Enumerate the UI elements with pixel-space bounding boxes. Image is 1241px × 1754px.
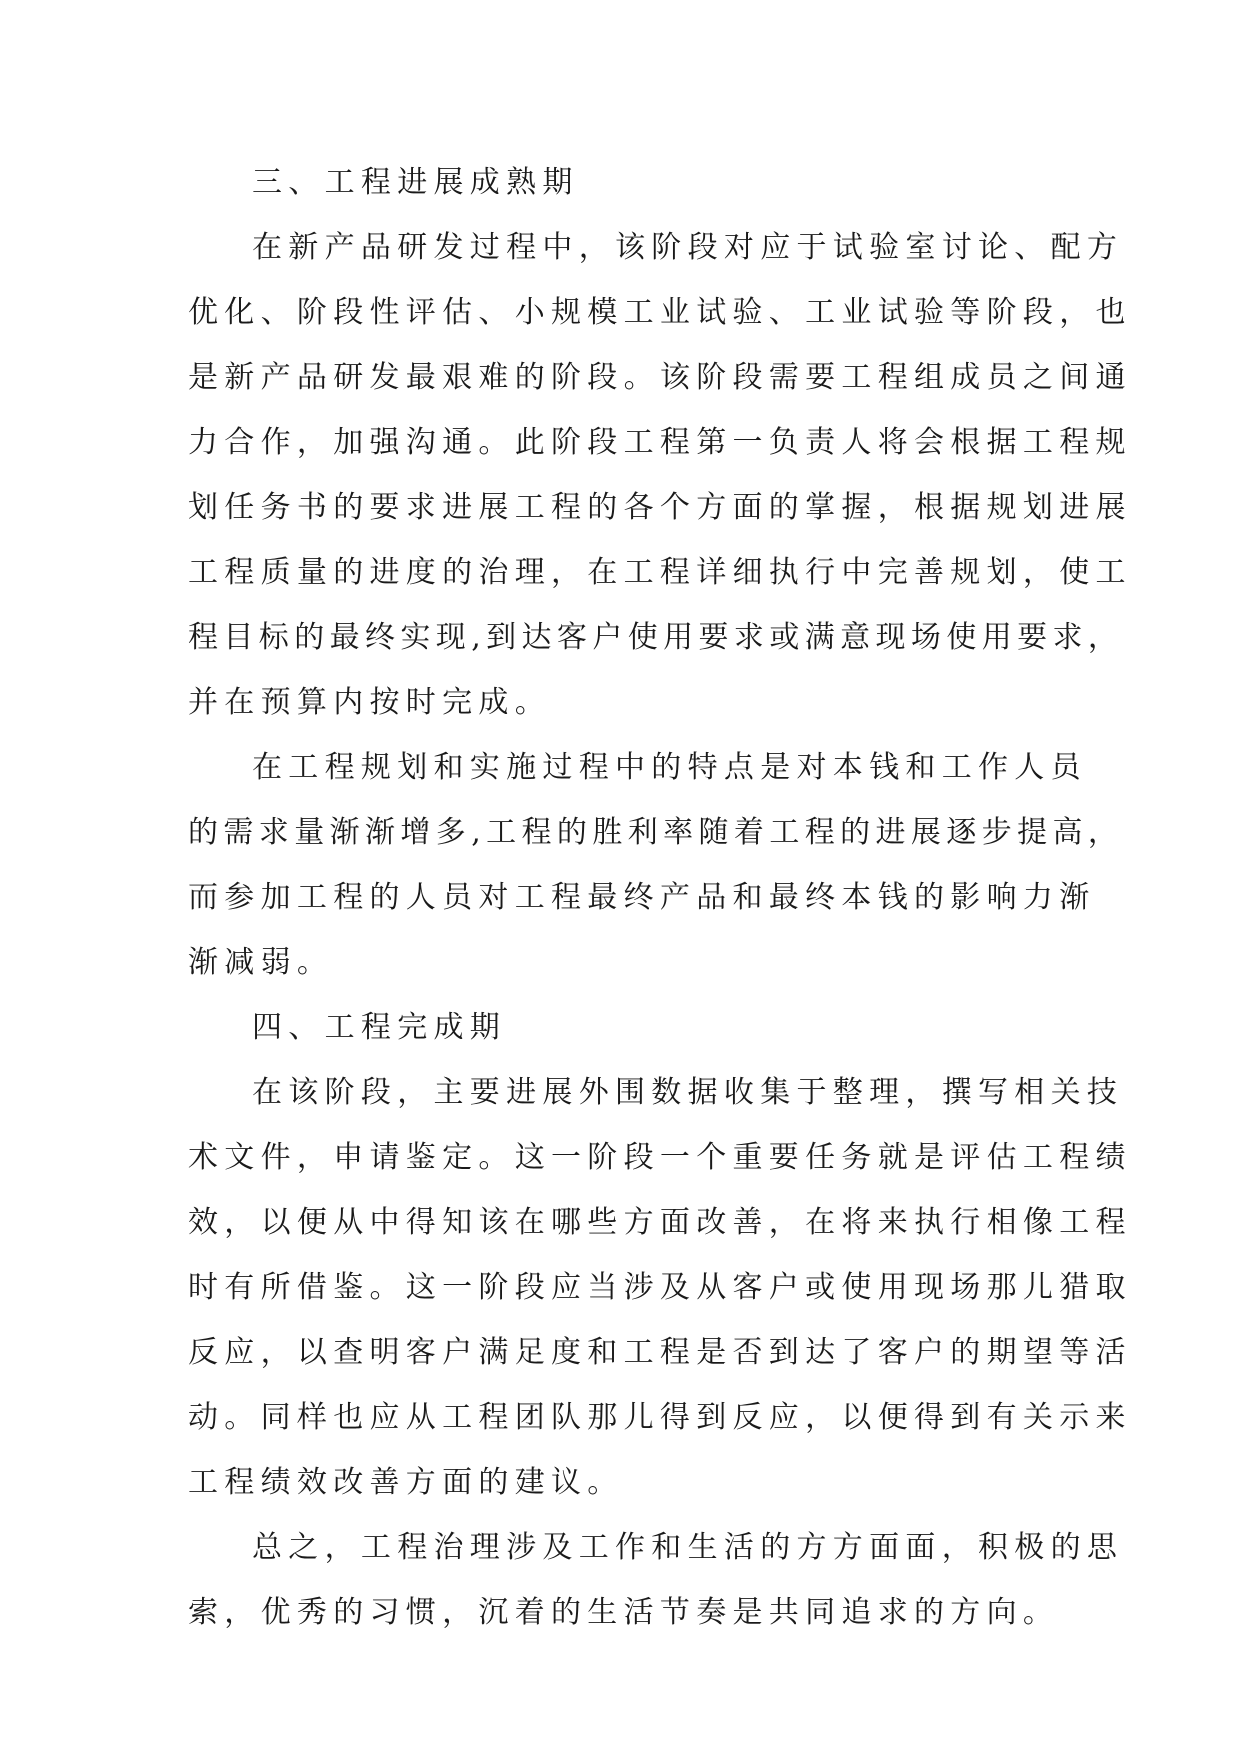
paragraph-line: 工程绩效改善方面的建议。 [188,1465,624,1500]
paragraph-line: 是新产品研发最艰难的阶段。该阶段需要工程组成员之间通 [188,360,1132,395]
section-heading-3: 三、工程进展成熟期 [252,165,579,200]
paragraph-line: 并在预算内按时完成。 [188,685,551,720]
paragraph-line: 力合作，加强沟通。此阶段工程第一负责人将会根据工程规 [188,425,1132,460]
paragraph-line: 在工程规划和实施过程中的特点是对本钱和工作人员 [252,750,1087,785]
paragraph-line: 在新产品研发过程中，该阶段对应于试验室讨论、配方 [252,230,1124,265]
paragraph-line: 而参加工程的人员对工程最终产品和最终本钱的影响力渐 [188,880,1096,915]
paragraph-line: 工程质量的进度的治理，在工程详细执行中完善规划，使工 [188,555,1132,590]
paragraph-line: 总之，工程治理涉及工作和生活的方方面面，积极的思 [252,1530,1124,1565]
paragraph-line: 渐减弱。 [188,945,334,980]
paragraph-line: 索，优秀的习惯，沉着的生活节奏是共同追求的方向。 [188,1595,1060,1630]
document-body [188,150,1132,1645]
paragraph-line: 划任务书的要求进展工程的各个方面的掌握，根据规划进展 [188,490,1132,525]
paragraph-line: 术文件，申请鉴定。这一阶段一个重要任务就是评估工程绩 [188,1140,1132,1175]
paragraph-line: 在该阶段，主要进展外围数据收集于整理，撰写相关技 [252,1075,1124,1110]
paragraph-line: 优化、阶段性评估、小规模工业试验、工业试验等阶段，也 [188,295,1132,330]
paragraph-line: 动。同样也应从工程团队那儿得到反应，以便得到有关示来 [188,1400,1132,1435]
paragraph-line: 效，以便从中得知该在哪些方面改善，在将来执行相像工程 [188,1205,1132,1240]
section-heading-4: 四、工程完成期 [252,1010,507,1045]
paragraph-line: 时有所借鉴。这一阶段应当涉及从客户或使用现场那儿猎取 [188,1270,1132,1305]
paragraph-line: 的需求量渐渐增多,工程的胜利率随着工程的进展逐步提高， [188,815,1124,850]
paragraph-line: 反应，以查明客户满足度和工程是否到达了客户的期望等活 [188,1335,1132,1370]
paragraph-line: 程目标的最终实现,到达客户使用要求或满意现场使用要求， [188,620,1124,655]
